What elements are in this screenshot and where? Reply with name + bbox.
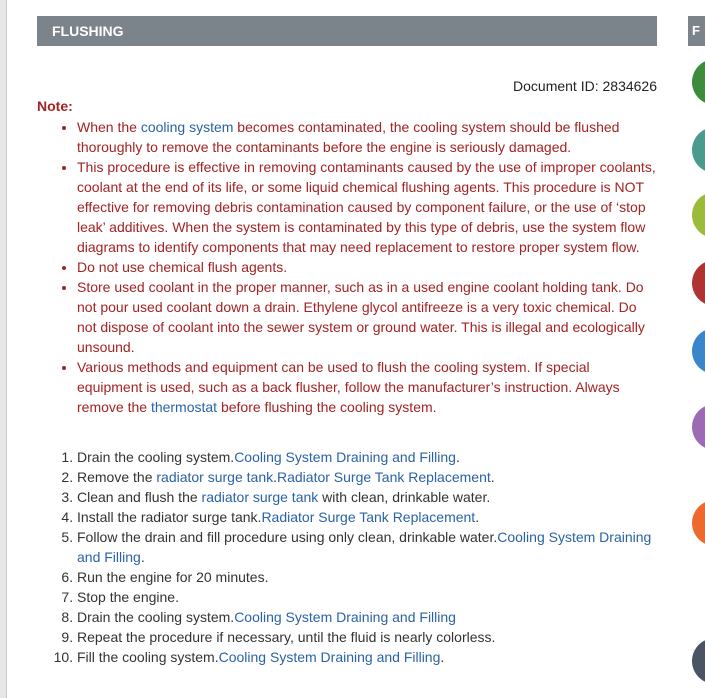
procedure-step [77,467,657,487]
section-header [37,16,657,46]
side-panel-header [688,16,705,46]
item-text: Do not use chemical flush agents. [77,259,288,275]
item-text: before flushing the cooling system. [217,399,437,415]
procedure-step [77,607,657,627]
item-text: Run the engine for 20 minutes. [77,569,269,585]
item-text: Various methods and equipment can be used to flush the cooling system. If special equipment is used, such as a back flusher, follow the manufacturer’s instruction. Always remove the [77,359,620,415]
section-title: FLUSHING [52,23,124,39]
note-item [77,357,657,417]
sidebar-circle-icon[interactable] [692,638,705,684]
note-item [77,117,657,157]
note-item [77,257,657,277]
procedure-step [77,647,657,667]
document-id: Document ID: 2834626 [513,78,657,94]
reference-link[interactable]: Radiator Surge Tank Replacement [277,469,491,485]
reference-link[interactable]: Cooling System Draining and Filling [218,649,441,665]
item-text: . [440,649,445,665]
reference-link[interactable]: cooling system [140,119,234,135]
item-text: Install the radiator surge tank. [77,509,262,525]
procedure-step [77,487,657,507]
item-text: Clean and flush the [77,489,202,505]
procedure-steps [37,447,657,667]
note-label: Note: [37,98,73,114]
item-text: This procedure is effective in removing contaminants caused by the use of improper coolants, coolant at the end of its life, or some liquid chemical flushing agents. This procedure is NOT effective for removing debris contamination caused by component failure, or the use of ‘stop leak’ additives. When the system is contaminated by this type of debris, use the system flow diagrams to identify components that may need replacement to restore proper system flow. [77,159,656,255]
sidebar-circle-icon[interactable] [692,192,705,238]
reference-link[interactable]: Cooling System Draining and Filling [77,529,652,565]
sidebar-circle-icon[interactable] [692,59,705,105]
note-item [77,277,657,357]
sidebar-circle-icon[interactable] [692,260,705,306]
item-text: with clean, drinkable water. [318,489,491,505]
procedure-step [77,567,657,587]
item-text: Drain the cooling system. [77,449,235,465]
item-text: Store used coolant in the proper manner, such as in a used engine coolant holding tank. Do not pour used coolant down a drain. Ethylene glycol antifreeze is a very toxic chemical. Do not dispose of coolant into the sewer system or ground water. This is illegal and ecologically unsound. [77,279,645,355]
procedure-step [77,587,657,607]
item-text: . [490,469,495,485]
procedure-step [77,627,657,647]
item-text: . [475,509,480,525]
item-text: . [455,449,460,465]
note-item [77,157,657,257]
item-text: becomes contaminated, the cooling system should be flushed thoroughly to remove the contaminants before the engine is seriously damaged. [77,119,620,155]
sidebar-circle-icon[interactable] [692,404,705,450]
reference-link[interactable]: radiator surge tank [201,489,319,505]
reference-link[interactable]: Radiator Surge Tank Replacement [261,509,476,525]
item-text: . [273,469,277,485]
item-text: Stop the engine. [77,589,179,605]
side-panel-title: F [692,23,700,38]
item-text: . [140,549,145,565]
procedure-step [77,527,657,567]
sidebar-circle-icon[interactable] [692,328,705,374]
item-text: Fill the cooling system. [77,649,219,665]
item-text: Remove the [77,469,157,485]
procedure-step [77,507,657,527]
sidebar-circle-icon[interactable] [692,127,705,173]
note-list [37,117,657,417]
item-text: When the [77,119,141,135]
reference-link[interactable]: radiator surge tank [156,469,274,485]
item-text: Drain the cooling system. [77,609,235,625]
procedure-step [77,447,657,467]
item-text: Repeat the procedure if necessary, until the fluid is nearly colorless. [77,629,496,645]
reference-link[interactable]: Cooling System Draining and Filling [234,609,456,625]
item-text: Follow the drain and fill procedure using only clean, drinkable water. [77,529,498,545]
sidebar-circle-icon[interactable] [692,500,705,546]
reference-link[interactable]: Cooling System Draining and Filling [234,449,456,465]
left-panel-edge [0,0,7,698]
reference-link[interactable]: thermostat [150,399,218,415]
